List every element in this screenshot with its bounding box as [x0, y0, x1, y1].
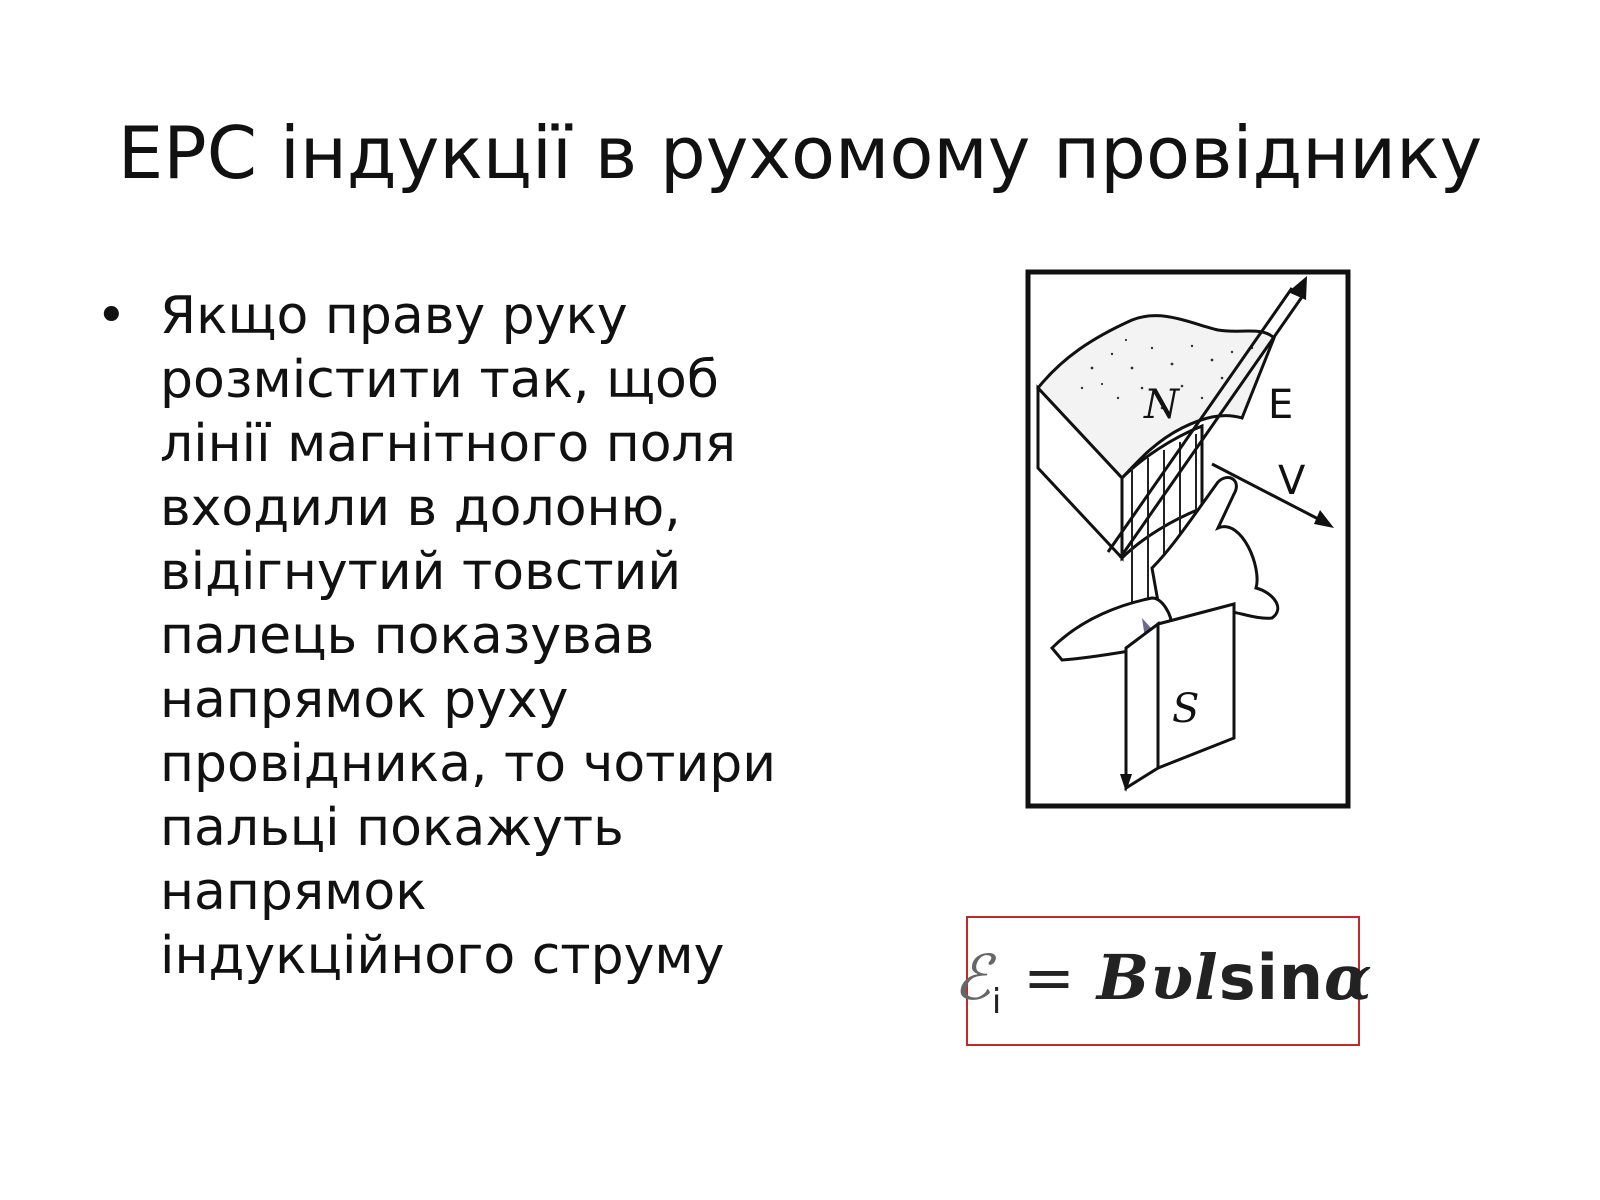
formula-sin: sin [1218, 940, 1324, 1014]
formula-subscript: i [991, 981, 1003, 1022]
formula-l: l [1194, 940, 1219, 1014]
right-hand-rule-figure [1022, 268, 1356, 812]
bullet-text: Якщо праву руку розмістити так, щоб лінії магнітного поля входили в долоню, відігнутий товстий палець показував напрямок руху провідника, то чотири пальці покажуть напрямок індукційного струму [160, 286, 777, 986]
formula-v: υ [1150, 940, 1195, 1014]
formula-b: B [1096, 940, 1151, 1014]
formula-alpha: α [1323, 940, 1373, 1014]
slide-title: ЕРС індукції в рухомому провіднику [117, 111, 1483, 195]
formula-box [953, 916, 1373, 1046]
emf-formula [953, 941, 1372, 1022]
bullet-marker: • [96, 286, 127, 346]
formula-emf-symbol: ℰ [953, 940, 992, 1014]
e-label: E [1268, 382, 1294, 428]
formula-equals: = [1002, 940, 1097, 1014]
south-label: S [1172, 686, 1200, 732]
north-label: N [1144, 382, 1179, 428]
v-label: V [1278, 458, 1306, 504]
south-magnet-side [1126, 624, 1158, 788]
